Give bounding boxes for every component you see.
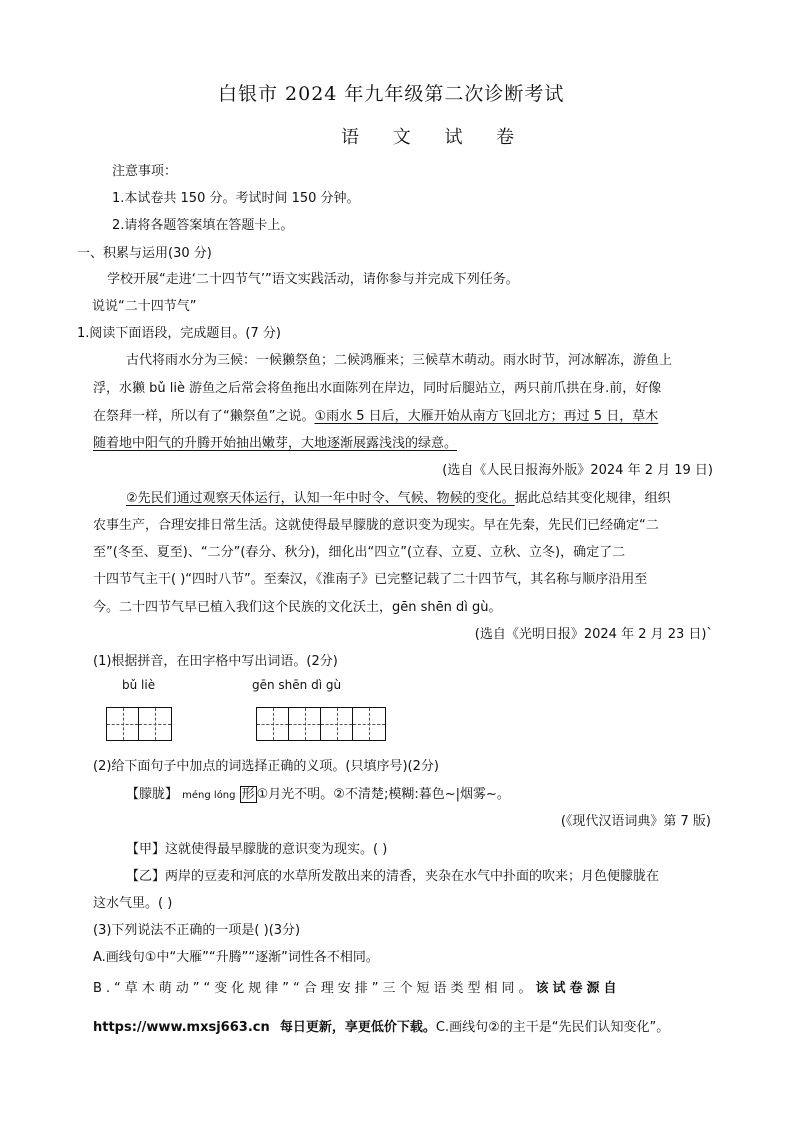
tianzige-grid-buliie[interactable]: [106, 707, 172, 741]
notice-heading: 注意事项：: [112, 164, 178, 179]
underlined-sentence-1-cont: 随着地中阳气的升腾开始抽出嫩芽，大地逐渐展露浅浅的绿意。: [93, 436, 458, 451]
promo-url[interactable]: https://www.mxsj663.cn: [93, 1020, 270, 1035]
tianzige-cell[interactable]: [353, 708, 385, 740]
passage-line: 农事生产，合理安排日常生活。这就使得最早朦胧的意识变为现实。早在先秦，先民们已经确定“二: [93, 518, 659, 533]
source-citation: (选自《光明日报》2024 年 2 月 23 日)`: [474, 627, 713, 642]
underlined-sentence-2: ②先民们通过观察天体运行，认知一年中时令、气候、物候的变化。: [126, 491, 515, 506]
passage-line: [126, 487, 671, 506]
passage-line: 古代将雨水分为三候：一候獭祭鱼；二候鸿雁来；三候草木萌动。雨水时节，河冰解冻，游鱼上: [126, 353, 673, 368]
q1-prompt: 1.阅读下面语段，完成题目。(7 分): [77, 326, 281, 341]
option-a: A.画线句①中“大雁”“升腾”“逐渐”词性各不相同。: [93, 950, 379, 965]
entry-pinyin: méng lóng: [182, 790, 236, 801]
tianzige-cell[interactable]: [139, 708, 171, 740]
sub3-prompt: (3)下列说法不正确的一项是( )(3分): [93, 923, 301, 938]
dictionary-entry: [126, 783, 510, 802]
sub1-prompt: (1)根据拼音，在田字格中写出词语。(2分): [93, 654, 338, 669]
entry-head: 【朦胧】: [126, 787, 179, 802]
notice-item-1: 1.本试卷共 150 分。考试时间 150 分钟。: [112, 191, 360, 206]
sentence-jia: 【甲】这就使得最早朦胧的意识变为现实。( ): [126, 842, 388, 857]
sentence-yi-cont: 这水气里。( ): [93, 896, 173, 911]
exam-title: 白银市 2024 年九年级第二次诊断考试: [218, 83, 565, 105]
passage-line: [93, 405, 658, 424]
section-heading: 一、积累与运用(30 分): [77, 246, 212, 261]
dictionary-source: (《现代汉语词典》第 7 版): [560, 814, 711, 829]
sentence-yi: 【乙】两岸的豆麦和河底的水草所发散出来的清香，夹杂在水气中扑面的吹来；月色便朦胧在: [126, 869, 660, 884]
tianzige-cell[interactable]: [321, 708, 353, 740]
exam-subtitle: 语 文 试 卷: [341, 127, 529, 148]
passage-text: 据此总结其变化规律，组织: [514, 491, 671, 506]
source-citation: (选自《人民日报海外版》2024 年 2 月 19 日): [442, 463, 713, 478]
passage-text: 在祭拜一样，所以有了“獭祭鱼”之说。: [93, 409, 315, 424]
option-b-line: [93, 977, 620, 996]
tianzige-cell[interactable]: [257, 708, 289, 740]
section-subheading: 说说“二十四节气”: [92, 299, 197, 314]
pinyin-label: bǔ liè: [122, 678, 156, 692]
underlined-sentence-1: ①雨水 5 日后，大雁开始从南方飞回北方；再过 5 日，草木: [314, 409, 659, 424]
footer-line: [93, 1016, 669, 1035]
entry-pos: 形: [241, 787, 255, 802]
option-c: C.画线句②的主干是“先民们认知变化”。: [435, 1020, 670, 1035]
tianzige-grid-genshendigu[interactable]: [256, 707, 386, 741]
pinyin-label: gēn shēn dì gù: [252, 678, 342, 692]
tianzige-cell[interactable]: [289, 708, 321, 740]
sub2-prompt: (2)给下面句子中加点的词选择正确的义项。(只填序号)(2分): [93, 759, 439, 774]
section-intro: 学校开展“走进‘二十四节气’”语文实践活动，请你参与并完成下列任务。: [107, 272, 519, 287]
passage-line: 十四节气主干( )“四时八节”。至秦汉，《淮南子》已完整记载了二十四节气，其名称与顺序沿用至: [93, 572, 648, 587]
promo-text: 每日更新，享更低价下载。: [279, 1020, 436, 1035]
entry-definition: ①月光不明。②不清楚;模糊:暮色~|烟雾~。: [256, 787, 510, 802]
passage-line: 浮，水獭 bǔ liè 游鱼之后常会将鱼拖出水面陈列在岸边，同时后腿站立，两只前爪拱在身.前，好像: [93, 381, 662, 396]
option-b: B.“草木萌动”“变化规律”“合理安排”三个短语类型相同。: [93, 981, 536, 996]
passage-line: 今。二十四节气早已植入我们这个民族的文化沃土，gēn shēn dì gù。: [93, 600, 502, 615]
tianzige-cell[interactable]: [107, 708, 139, 740]
promo-text: 该试卷源自: [535, 981, 621, 996]
notice-item-2: 2.请将各题答案填在答题卡上。: [112, 218, 294, 233]
passage-line: 至”(冬至、夏至)、“二分”(春分、秋分)，细化出“四立”(立春、立夏、立秋、立冬)，确定了二: [93, 545, 626, 560]
